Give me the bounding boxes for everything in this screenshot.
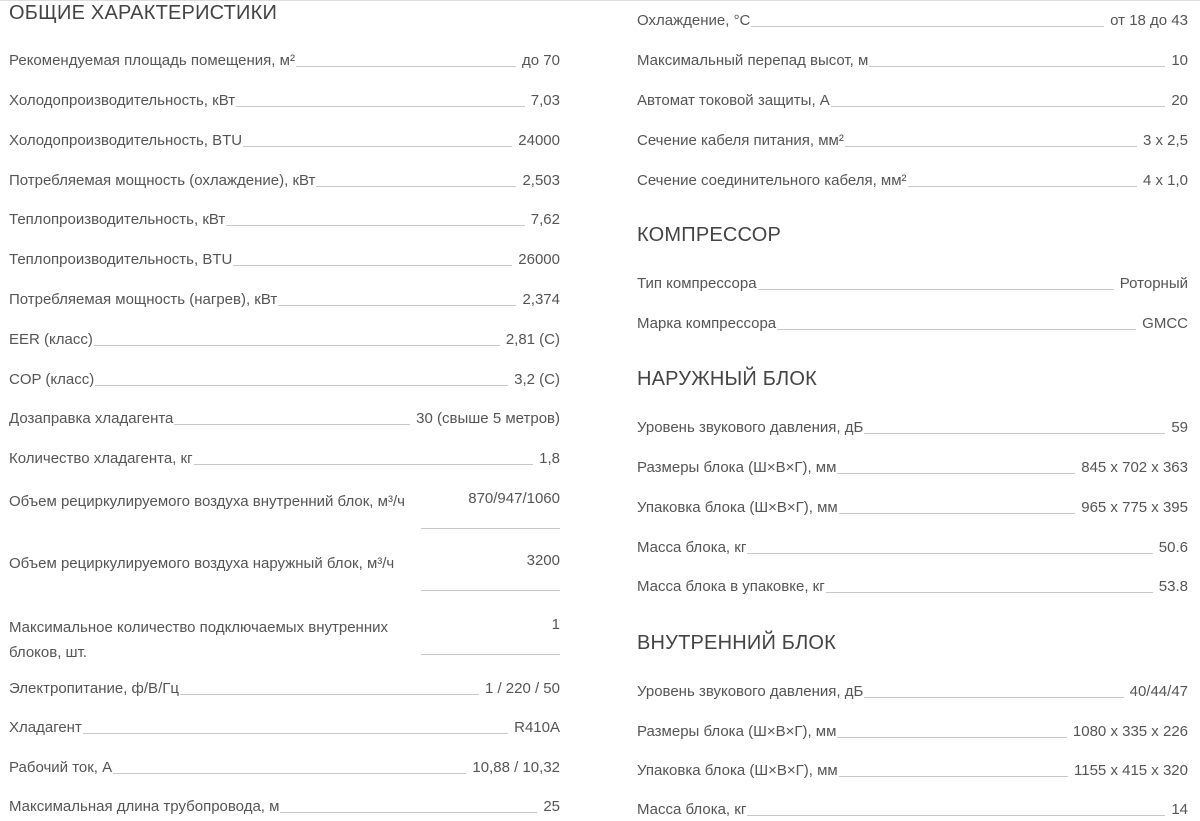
spec-row (637, 538, 1188, 558)
spec-label: Масса блока, кг (637, 539, 747, 556)
spec-label: Максимальная длина трубопровода, м (9, 798, 280, 815)
spec-label: Автомат токовой защиты, А (637, 92, 830, 109)
dotted-leader (421, 528, 560, 529)
spec-row (637, 800, 1188, 820)
spec-row-wrapped (9, 615, 560, 663)
spec-label: Упаковка блока (Ш×В×Г), мм (637, 762, 838, 779)
dotted-leader (747, 553, 1152, 554)
dotted-leader (296, 66, 516, 67)
spec-row (637, 577, 1188, 597)
dotted-leader (869, 66, 1165, 67)
spec-label: Марка компрессора (637, 315, 777, 332)
dotted-leader (758, 289, 1114, 290)
dotted-leader (908, 186, 1137, 187)
dotted-leader (777, 329, 1136, 330)
spec-label: Дозаправка хладагента (9, 410, 174, 427)
spec-label: Уровень звукового давления, дБ (637, 683, 864, 700)
spec-label: Рекомендуемая площадь помещения, м² (9, 52, 295, 69)
spec-row (9, 131, 560, 151)
dotted-leader (837, 737, 1066, 738)
spec-value: 26000 (518, 251, 560, 268)
spec-label: Размеры блока (Ш×В×Г), мм (637, 459, 837, 476)
spec-row (9, 290, 560, 310)
dotted-leader (839, 776, 1068, 777)
spec-value: 1 (551, 616, 560, 633)
spec-row (9, 250, 560, 270)
spec-row-wrapped (9, 551, 560, 599)
spec-row (637, 722, 1188, 742)
spec-label: Количество хладагента, кг (9, 450, 193, 467)
dotted-leader (174, 424, 410, 425)
dotted-leader (845, 146, 1137, 147)
dotted-leader (837, 473, 1075, 474)
dotted-leader (226, 225, 525, 226)
spec-value: 24000 (518, 132, 560, 149)
spec-label: Потребляемая мощность (нагрев), кВт (9, 291, 278, 308)
spec-row (9, 330, 560, 350)
spec-value: 1,8 (539, 450, 560, 467)
spec-value: 1155 x 415 x 320 (1074, 762, 1188, 779)
spec-row (637, 171, 1188, 191)
spec-value: 1 / 220 / 50 (484, 680, 560, 697)
top-divider (0, 0, 1200, 1)
spec-row (637, 314, 1188, 334)
spec-row (9, 409, 560, 429)
dotted-leader (421, 590, 560, 591)
spec-label: Объем рециркулируемого воздуха наружный блок, м³/ч (9, 555, 395, 572)
spec-value: 870/947/1060 (468, 490, 560, 507)
spec-label: Холодопроизводительность, BTU (9, 132, 243, 149)
spec-label: Рабочий ток, А (9, 759, 113, 776)
spec-value: от 18 до 43 (1110, 12, 1188, 29)
spec-label: Сечение соединительного кабеля, мм² (637, 172, 907, 189)
spec-value: до 70 (522, 52, 560, 69)
dotted-leader (864, 433, 1165, 434)
spec-value: 965 x 775 x 395 (1081, 499, 1188, 516)
spec-value: 845 x 702 x 363 (1081, 459, 1188, 476)
spec-label: Масса блока в упаковке, кг (637, 578, 825, 595)
dotted-leader (94, 345, 500, 346)
dotted-leader (180, 694, 479, 695)
spec-label: Размеры блока (Ш×В×Г), мм (637, 723, 837, 740)
spec-value: 1080 x 335 x 226 (1072, 723, 1188, 740)
spec-value: R410A (514, 719, 560, 736)
dotted-leader (113, 773, 466, 774)
spec-value: 3,2 (C) (514, 371, 560, 388)
spec-row (637, 498, 1188, 518)
spec-label: Упаковка блока (Ш×В×Г), мм (637, 499, 838, 516)
spec-value: 14 (1171, 801, 1188, 818)
spec-row (9, 758, 560, 778)
dotted-leader (831, 106, 1166, 107)
section-title-compressor: КОМПРЕССОР (637, 224, 782, 246)
spec-label: Масса блока, кг (637, 801, 747, 818)
spec-label: Теплопроизводительность, BTU (9, 251, 233, 268)
dotted-leader (280, 812, 537, 813)
dotted-leader (316, 186, 516, 187)
spec-row (637, 761, 1188, 781)
spec-row (637, 11, 1188, 31)
spec-row (637, 51, 1188, 71)
spec-row (9, 51, 560, 71)
section-title-indoor-unit: ВНУТРЕННИЙ БЛОК (637, 632, 837, 654)
dotted-leader (747, 815, 1165, 816)
spec-value: 2,81 (C) (505, 331, 560, 348)
spec-row (9, 91, 560, 111)
spec-row (637, 418, 1188, 438)
spec-value: 30 (свыше 5 метров) (416, 410, 560, 427)
spec-label: Электропитание, ф/В/Гц (9, 680, 179, 697)
section-title-outdoor-unit: НАРУЖНЫЙ БЛОК (637, 368, 817, 390)
spec-value: 20 (1171, 92, 1188, 109)
spec-label: Объем рециркулируемого воздуха внутренний блок, м³/ч (9, 493, 405, 510)
spec-label: Охлаждение, °С (637, 12, 751, 29)
dotted-leader (236, 106, 525, 107)
dotted-leader (421, 654, 560, 655)
spec-label: Тип компрессора (637, 275, 757, 292)
spec-value: 7,03 (530, 92, 560, 109)
spec-value: 2,503 (522, 172, 560, 189)
spec-row (637, 91, 1188, 111)
spec-value: 4 x 1,0 (1142, 172, 1188, 189)
spec-label: Максимальное количество подключаемых внутренних блоков, шт. (9, 619, 388, 661)
spec-value: 3200 (526, 552, 560, 569)
spec-value: 50.6 (1158, 539, 1188, 556)
spec-row (9, 797, 560, 817)
spec-row (9, 718, 560, 738)
spec-row-wrapped (9, 489, 560, 537)
dotted-leader (278, 305, 516, 306)
spec-label: Сечение кабеля питания, мм² (637, 132, 844, 149)
dotted-leader (233, 265, 512, 266)
spec-value: 59 (1171, 419, 1188, 436)
spec-label: COP (класс) (9, 371, 95, 388)
dotted-leader (751, 26, 1104, 27)
spec-label: Потребляемая мощность (охлаждение), кВт (9, 172, 316, 189)
spec-value: 53.8 (1158, 578, 1188, 595)
dotted-leader (826, 592, 1153, 593)
spec-label: EER (класс) (9, 331, 93, 348)
spec-label: Холодопроизводительность, кВт (9, 92, 236, 109)
dotted-leader (243, 146, 512, 147)
spec-label: Хладагент (9, 719, 82, 736)
spec-value: 10,88 / 10,32 (472, 759, 560, 776)
spec-label: Уровень звукового давления, дБ (637, 419, 864, 436)
spec-row (9, 370, 560, 390)
dotted-leader (839, 513, 1076, 514)
spec-label: Максимальный перепад высот, м (637, 52, 869, 69)
spec-value: 40/44/47 (1129, 683, 1188, 700)
dotted-leader (83, 733, 508, 734)
spec-value: Роторный (1119, 275, 1188, 292)
dotted-leader (95, 385, 508, 386)
spec-row (9, 171, 560, 191)
spec-row (9, 210, 560, 230)
spec-row (637, 458, 1188, 478)
spec-value: GMCC (1142, 315, 1188, 332)
spec-row (637, 682, 1188, 702)
spec-row (9, 679, 560, 699)
spec-value: 2,374 (522, 291, 560, 308)
dotted-leader (864, 697, 1123, 698)
section-title-general: ОБЩИЕ ХАРАКТЕРИСТИКИ (9, 2, 278, 24)
spec-label: Теплопроизводительность, кВт (9, 211, 226, 228)
spec-row (637, 274, 1188, 294)
spec-row (637, 131, 1188, 151)
spec-value: 3 x 2,5 (1142, 132, 1188, 149)
spec-value: 10 (1171, 52, 1188, 69)
dotted-leader (194, 464, 534, 465)
spec-row (9, 449, 560, 469)
spec-value: 25 (543, 798, 560, 815)
spec-value: 7,62 (530, 211, 560, 228)
